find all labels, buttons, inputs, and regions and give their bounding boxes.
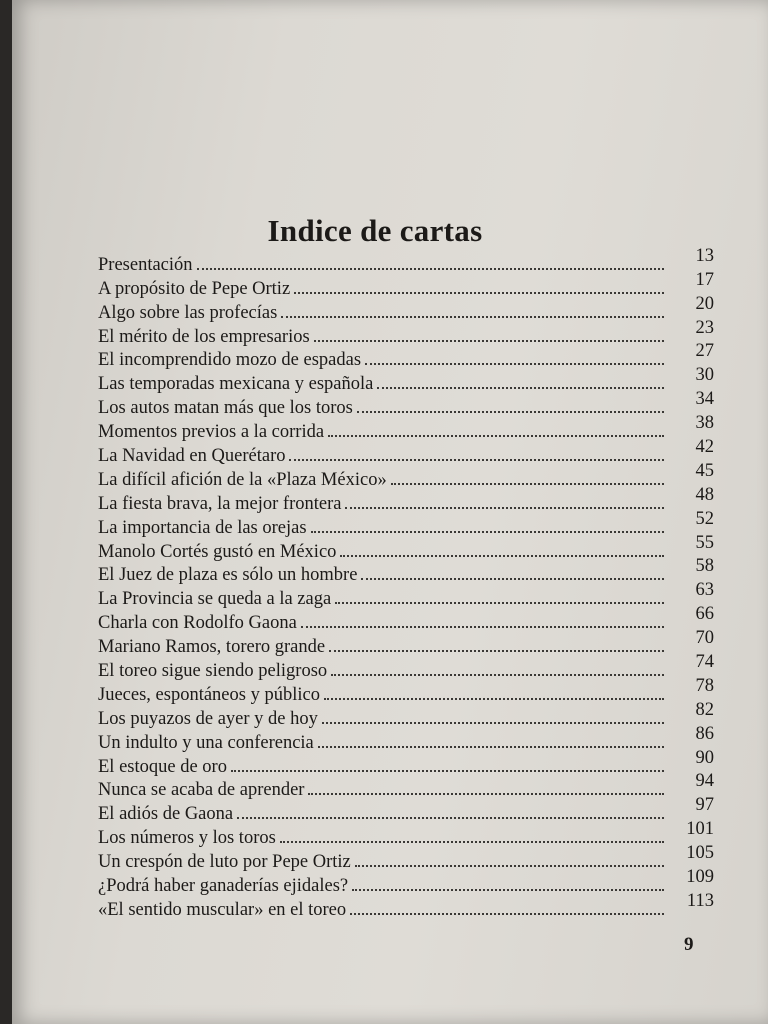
toc-entry-title: El adiós de Gaona (98, 804, 234, 825)
toc-entry-page: 105 (686, 843, 714, 864)
toc-entry (98, 532, 714, 563)
toc-entry-page: 42 (695, 437, 714, 458)
toc-entry-page: 82 (695, 699, 714, 720)
toc-entry-title: El mérito de los empresarios (98, 326, 310, 347)
toc-entry-title: ¿Podrá haber ganaderías ejidales? (98, 876, 349, 897)
toc-entry-page: 101 (686, 819, 714, 840)
dot-leader (331, 674, 664, 676)
toc-entry-page: 55 (695, 532, 714, 553)
dot-leader (361, 578, 664, 580)
page-title: Indice de cartas (267, 212, 483, 248)
toc-entry (98, 795, 714, 825)
toc-entry-title: «El sentido muscular» en el toreo (98, 899, 347, 920)
toc-entry (98, 341, 714, 372)
toc-entry-title: El Juez de plaza es sólo un hombre (98, 565, 358, 586)
toc-entry-page: 13 (695, 245, 714, 266)
toc-entry (98, 843, 714, 873)
dot-leader (318, 746, 664, 748)
toc-entry (98, 293, 714, 324)
toc-entry-page: 20 (695, 293, 714, 314)
toc-entry-title: Un indulto y una conferencia (98, 732, 314, 753)
toc-entry (98, 604, 714, 634)
page-number: 9 (684, 934, 694, 955)
toc-entry-page: 17 (695, 269, 714, 290)
dot-leader (345, 507, 664, 509)
toc-entry (98, 269, 714, 300)
dot-leader (352, 889, 664, 891)
dot-leader (328, 435, 664, 437)
dot-leader (391, 483, 664, 485)
toc-entry (98, 819, 714, 849)
toc-entry (98, 317, 714, 348)
toc-entry-title: Presentación (98, 254, 193, 275)
dot-leader (301, 626, 664, 628)
toc-entry-title: Un crespón de luto por Pepe Ortiz (98, 852, 351, 873)
toc-entry-title: Algo sobre las profecías (98, 302, 278, 323)
dot-leader (289, 459, 664, 461)
toc-entry-title: Mariano Ramos, torero grande (98, 637, 326, 658)
toc-entry-page: 63 (695, 580, 714, 601)
toc-entry-title: La difícil afición de la «Plaza México» (98, 469, 387, 490)
toc-entry (98, 556, 714, 587)
toc-entry-title: La importancia de las orejas (98, 517, 307, 538)
toc-entry-title: La Provincia se queda a la zaga (98, 589, 332, 610)
table-of-contents (98, 245, 714, 921)
dot-leader (237, 817, 664, 819)
toc-entry-page: 38 (695, 413, 714, 434)
toc-entry (98, 628, 714, 658)
toc-entry-title: El estoque de oro (98, 756, 227, 777)
toc-entry-page: 58 (695, 556, 714, 577)
dot-leader (197, 268, 664, 270)
toc-entry-page: 52 (695, 508, 714, 529)
toc-entry (98, 484, 714, 515)
toc-entry-page: 78 (695, 675, 714, 696)
dot-leader (280, 841, 664, 843)
toc-entry-title: Nunca se acaba de aprender (98, 780, 305, 801)
dot-leader (355, 865, 664, 867)
toc-entry-title: Los autos matan más que los toros (98, 398, 353, 419)
toc-entry-page: 27 (695, 341, 714, 362)
toc-entry-page: 66 (695, 604, 714, 625)
toc-entry (98, 723, 714, 754)
dot-leader (335, 602, 664, 604)
toc-entry-page: 45 (695, 460, 714, 481)
toc-entry-title: Los puyazos de ayer y de hoy (98, 708, 318, 729)
toc-entry-page: 34 (695, 389, 714, 410)
dot-leader (281, 316, 664, 318)
toc-entry-title: Charla con Rodolfo Gaona (98, 613, 297, 634)
dot-leader (340, 555, 664, 557)
toc-entry (98, 652, 714, 682)
toc-entry-title: El incomprendido mozo de espadas (98, 350, 362, 371)
dot-leader (294, 292, 664, 294)
dot-leader (231, 770, 664, 772)
toc-entry-title: Las temporadas mexicana y española (98, 374, 374, 395)
toc-entry (98, 675, 714, 706)
toc-entry-page: 48 (695, 484, 714, 505)
toc-entry-page: 86 (695, 723, 714, 744)
toc-entry-page: 30 (695, 365, 714, 386)
toc-entry-page: 90 (695, 747, 714, 768)
dot-leader (308, 793, 664, 795)
toc-entry (98, 413, 714, 443)
toc-entry (98, 245, 714, 276)
dot-leader (314, 340, 664, 342)
toc-entry (98, 508, 714, 539)
toc-entry (98, 460, 714, 491)
toc-entry-page: 94 (695, 771, 714, 792)
toc-entry (98, 771, 714, 802)
dot-leader (357, 411, 664, 413)
toc-entry-title: Los números y los toros (98, 828, 276, 849)
dot-leader (350, 913, 664, 915)
dot-leader (377, 387, 664, 389)
dot-leader (365, 363, 664, 365)
dot-leader (322, 722, 664, 724)
dot-leader (329, 650, 664, 652)
toc-entry (98, 389, 714, 419)
toc-entry-page: 109 (686, 867, 714, 888)
toc-entry (98, 365, 714, 395)
toc-entry (98, 867, 714, 897)
toc-entry (98, 437, 714, 467)
toc-entry-title: La fiesta brava, la mejor frontera (98, 493, 342, 514)
toc-entry-page: 113 (686, 890, 714, 911)
toc-entry-page: 23 (695, 317, 714, 338)
toc-entry (98, 580, 714, 610)
toc-entry-page: 70 (695, 628, 714, 649)
toc-entry-title: Momentos previos a la corrida (98, 422, 325, 443)
toc-entry-title: Manolo Cortés gustó en México (98, 541, 337, 562)
toc-entry-title: A propósito de Pepe Ortiz (98, 278, 291, 299)
toc-entry (98, 747, 714, 778)
toc-entry (98, 699, 714, 730)
toc-entry (98, 890, 714, 921)
toc-entry-page: 97 (695, 795, 714, 816)
toc-entry-page: 74 (695, 652, 714, 673)
toc-entry-title: El toreo sigue siendo peligroso (98, 661, 328, 682)
toc-entry-title: Jueces, espontáneos y público (98, 684, 320, 705)
dot-leader (311, 531, 664, 533)
book-page (12, 0, 768, 1024)
toc-entry-title: La Navidad en Querétaro (98, 446, 286, 467)
dot-leader (324, 698, 664, 700)
